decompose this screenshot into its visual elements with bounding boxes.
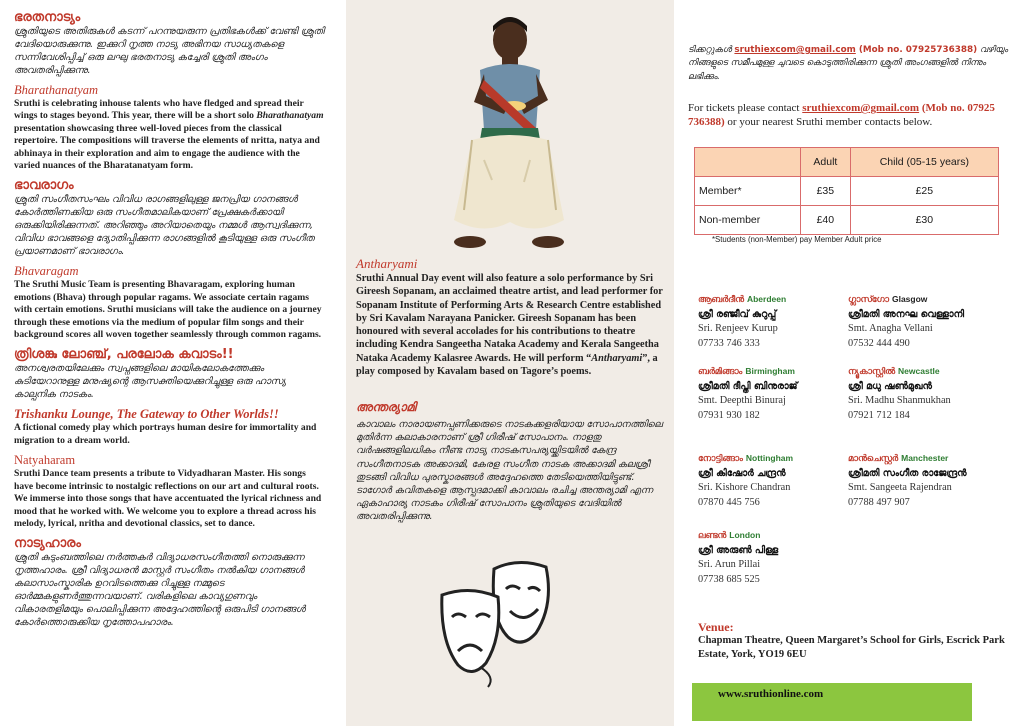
contact-phone: 07870 445 756 <box>698 496 760 508</box>
contact-birmingham <box>698 364 848 423</box>
contact-aberdeen <box>698 292 848 351</box>
antharyami-ml-text: കാവാലം നാരായണപ്പണിക്കരുടെ നാടകക്കളരിയായ സോപാനത്തിലെ മുതിർന്ന കലാകാരനാണ് ശ്രീ ഗിരീഷ് സോപാനം. നാളതു വർഷങ്ങളിലധികം നീണ്ട നാട്യ നാടകസപര്യയ്ക്കിടയിൽ കേന്ദ്ര സംഗീതനാടക അക്കാദമി, കേരള സംഗീത നാടക അക്കാദമി കലശ്രീ തുടങ്ങി വിവിധ പുരസ്കാരങ്ങൾ അദ്ദേഹത്തെ തേടിയെത്തിയിട്ടുണ്ട്. ടാഗോർ കവിതകളെ ആസ്പദമാക്കി കാവാലം രചിച്ച അന്തര്യാമി എന്ന ഏകാഹാര്യ നാടകം ഗിരീഷ് സോപാനം ശ്രുതിയുടെ വേദിയിൽ അവതരിപ്പിക്കുന്നു. <box>356 419 663 523</box>
antharyami-text: Sruthi Annual Day event will also feature a solo performance by Sri Gireesh Sopanam, an acclaimed theatre artist, and lead performer for Sopanam Institute of Performing Arts & Research Centre established by Sri Kavalam Narayana Panicker. Gireesh Sopanam has been honoured with several accolades for his contributions to theatre including Kendra Sangeetha Nataka Academy and Kerala Sangeetha Nataka Academy Kalasree Awards. He will perform “Antharyami”, a play composed by Kavalam based on Tagore’s poems. <box>356 273 663 378</box>
price-table <box>694 147 999 235</box>
trishanku-title: Trishanku Lounge, The Gateway to Other Worlds!! <box>14 407 279 422</box>
bhavaragam-title: Bhavaragam <box>14 264 79 279</box>
table-row <box>695 177 999 206</box>
contact-glasgow <box>848 292 998 351</box>
tickets-email-link-ml[interactable]: sruthiexcom@gmail.com <box>734 45 856 55</box>
table-cell: £25 <box>850 177 998 206</box>
contact-phone: 07921 712 184 <box>848 409 910 421</box>
contact-region: ന്യൂകാസ്റ്റിൽ Newcastle <box>848 366 940 377</box>
table-cell: Non-member <box>695 206 801 235</box>
contact-name: Sri. Renjeev Kurup <box>698 323 778 334</box>
contact-phone: 07788 497 907 <box>848 496 910 508</box>
student-note: *Students (non-Member) pay Member Adult price <box>712 235 882 244</box>
trishanku-text: A fictional comedy play which portrays human desire for immortality and migration to a dream world. <box>14 422 317 446</box>
natyaharam-text: Sruthi Dance team presents a tribute to Vidyadharan Master. His songs have become intrinsic to nostalgic reflections on our art and cultural roots. We immerse into those songs that have accentuated the lyrical richness and mood that he worked with. We welcome you to explore a thread across his melody, lyrical, nritha and devotional classics, set to dance. <box>14 468 322 529</box>
right-column <box>684 0 1024 726</box>
table-cell: £40 <box>801 206 851 235</box>
table-header-row <box>695 148 999 177</box>
bharatanatyam-ml-text: ശ്രുതിയുടെ അതിരുകൾ കടന്ന് പറന്നുയരുന്ന പ്രതിഭകൾക്ക് വേണ്ടി ശ്രുതി വേദിയൊരുക്കുന്നു. ഇക്കുറി നൃത്ത നാട്യ അഭിനയ സാധ്യതകളെ സന്നിവേശിപ്പിച്ച് ഒരു ലഘു ഭരതനാട്യ കച്ചേരി ശ്രുതി അംഗം അവതരിപ്പിക്കുന്നു. <box>14 26 325 76</box>
tickets-en-text: For tickets please contact sruthiexcom@gmail.com (Mob no. 07925 736388) or your nearest Sruthi member contacts below. <box>688 102 995 129</box>
bharatanatyam-text: Sruthi is celebrating inhouse talents who have fledged and spread their wings to stages beyond. This year, there will be a short solo Bharathanatyam presentation showcasing three well-loved pieces from the classical repertoire. The compositions will traverse the elements of nritta, natya and abhinaya in their exploration and aim to engage the audience with the varied nuances of the Bharatanatyam form. <box>14 98 324 172</box>
contact-name: Smt. Anagha Vellani <box>848 323 933 334</box>
left-column <box>0 0 340 726</box>
table-cell: £30 <box>850 206 998 235</box>
contact-phone: 07931 930 182 <box>698 409 760 421</box>
table-header-cell: Child (05-15 years) <box>850 148 998 177</box>
middle-column <box>346 0 674 726</box>
contact-name: Sri. Arun Pillai <box>698 559 761 570</box>
natyaharam-ml-title: നാട്യഹാരം <box>14 536 81 552</box>
contact-phone: 07738 685 525 <box>698 573 760 585</box>
trishanku-ml-text: അനശ്വരതയിലേക്കും സ്വപ്നങ്ങളിലെ മായികലോകത്തേക്കും കുടിയേറാനുള്ള മനുഷ്യന്റെ ആസക്തിയെക്കുറിച്ചുള്ള ഒരു ഹാസ്യ കാല്പനിക നാടകം. <box>14 363 287 401</box>
contact-london <box>698 528 848 587</box>
tickets-ml-text: ടിക്കറ്റുകൾ sruthiexcom@gmail.com (Mob no. 07925736388) വഴിയും നിങ്ങളുടെ സമീപമുള്ള ചുവടെ കൊടുത്തിരിക്കുന്ന ശ്രുതി അംഗങ്ങളിൽ നിന്നും ലഭിക്കും. <box>688 45 1008 82</box>
table-cell: Member* <box>695 177 801 206</box>
contact-region: ലണ്ടൻ London <box>698 530 761 541</box>
contact-nottingham <box>698 451 848 510</box>
bhavaragam-ml-text: ശ്രുതി സംഗീതസംഘം വിവിധ രാഗങ്ങളിലുള്ള ജനപ്രിയ ഗാനങ്ങൾ കോർത്തിണക്കിയ ഒരു സംഗീതമാലികയാണ് പ്രേക്ഷകർക്കായി ഒരുക്കിയിരിക്കുന്നത്. അറിഞ്ഞും അറിയാതെയും നമ്മൾ ആസ്വദിക്കുന്ന, വിവിധ ഭാവങ്ങളെ ദ്യോതിപ്പിക്കുന്ന രാഗങ്ങളിൽ കൂടിയുള്ള ഒരു സംഗീത പ്രയാണമാണ് ഭാവരാഗം. <box>14 194 315 258</box>
contact-phone: 07532 444 490 <box>848 337 910 349</box>
contact-name: Smt. Sangeeta Rajendran <box>848 482 952 493</box>
contact-region: മാൻചെസ്റ്റർ Manchester <box>848 453 949 464</box>
venue-address: Chapman Theatre, Queen Margaret’s School for Girls, Escrick Park Estate, York, YO19 6EU <box>698 635 1005 661</box>
bharatanatyam-ml-title: ഭരതനാട്യം <box>14 10 81 25</box>
table-header-cell: Adult <box>801 148 851 177</box>
bhavaragam-text: The Sruthi Music Team is presenting Bhavaragam, exploring human emotions (Bhava) through popular ragams. We associate certain ragams with certain emotions. Sruthi musicians will take the audience on a journey through these emotions via the medium of popular film songs and their background scores all woven together seamlessly through common ragams. <box>14 279 322 341</box>
contact-name: Smt. Deepthi Binuraj <box>698 395 786 406</box>
natyaharam-title: Natyaharam <box>14 453 76 468</box>
antharyami-ml-title: അന്തര്യാമി <box>356 400 416 414</box>
contact-region: ബർമിങ്ങാം Birmingham <box>698 366 795 377</box>
venue-title: Venue: <box>698 620 734 634</box>
contact-region: നോട്ടിങ്ങാം Nottingham <box>698 453 794 464</box>
website-bar <box>692 683 972 721</box>
contact-region: ആബർദീൻ Aberdeen <box>698 294 787 305</box>
tickets-email-link[interactable]: sruthiexcom@gmail.com <box>802 102 920 114</box>
contact-name: Sri. Kishore Chandran <box>698 482 791 493</box>
contact-phone: 07733 746 333 <box>698 337 760 349</box>
bhavaragam-ml-title: ഭാവരാഗം <box>14 178 74 194</box>
contact-name: Sri. Madhu Shanmukhan <box>848 395 951 406</box>
contact-name-ml: ശ്രീമതി അനഘ വെള്ളാനി <box>848 308 965 320</box>
trishanku-ml-title: ത്രിശങ്കു ലോഞ്ച്, പരലോക കവാടം!! <box>14 347 234 363</box>
theatre-masks-icon <box>436 555 556 695</box>
contact-name-ml: ശ്രീ കിഷോർ ചന്ദ്രൻ <box>698 467 786 479</box>
contact-name-ml: ശ്രീമതി സംഗീത രാജേന്ദ്രൻ <box>848 467 967 479</box>
table-row <box>695 206 999 235</box>
table-header-cell <box>695 148 801 177</box>
contact-name-ml: ശ്രീ അരുൺ പിള്ള <box>698 544 779 556</box>
website-link[interactable]: www.sruthionline.com <box>718 688 824 700</box>
contact-manchester <box>848 451 998 510</box>
contact-name-ml: ശ്രീ രഞ്ജീവ് കുറുപ്പ് <box>698 308 777 320</box>
dancer-image <box>444 10 574 262</box>
contact-name-ml: ശ്രീമതി ദീപ്തി ബിനുരാജ് <box>698 380 798 392</box>
table-cell: £35 <box>801 177 851 206</box>
contact-name-ml: ശ്രീ മധു ഷൺമുഖൻ <box>848 380 932 392</box>
natyaharam-ml-text: ശ്രുതി കുടുംബത്തിലെ നർത്തകർ വിദ്യാധരസംഗീതത്തി നൊരുക്കുന്ന നൃത്തഹാരം. ശ്രീ വിദ്യാധരൻ മാസ്റ്റർ സംഗീതം നൽകിയ ഗാനങ്ങൾ കലാസാംസ്കാരിക ഉറവിടത്തെക്കു റിച്ചുള്ള നമ്മുടെ ഓർമ്മകളുണർത്തുന്നവയാണ്. വരികളിലെ കാവ്യഗുണവും വികാരതളിമയും പൊലിപ്പിക്കുന്ന അദ്ദേഹത്തിന്റെ ഒരുപിടി ഗാനങ്ങൾ കോർത്തൊരുക്കിയ നൃത്തോപഹാരം. <box>14 552 306 629</box>
contact-newcastle <box>848 364 998 423</box>
antharyami-title: Antharyami <box>356 256 418 271</box>
bharatanatyam-title: Bharathanatyam <box>14 83 99 97</box>
contact-region: ഗ്ലാസ്ഗോ Glasgow <box>848 294 928 305</box>
